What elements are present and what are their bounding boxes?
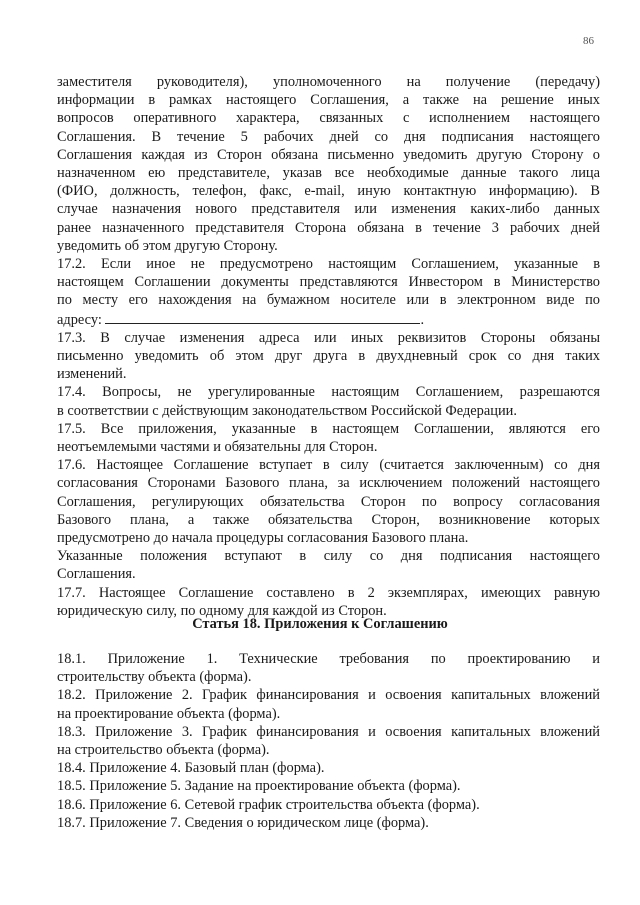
page-number: 86 xyxy=(583,35,594,47)
list-item xyxy=(57,650,600,686)
clause-17-7 xyxy=(57,584,600,620)
text-line: на проектирование объекта (форма). xyxy=(57,705,281,722)
clause-17-4 xyxy=(57,383,600,419)
text-line: 17.3. В случае изменения адреса или иных реквизитов Стороны обязаны xyxy=(57,329,600,346)
text-line: Соглашения, регулирующих обязательства Сторон по вопросу согласования xyxy=(57,493,600,510)
text-line: письменно уведомить об этом друг друга в двухдневный срок со дня таких xyxy=(57,348,600,365)
text-line: ранее назначенного представителя Сторона обязана в течение 3 рабочих дней xyxy=(57,219,600,236)
text-line: случае назначения нового представителя или изменения каких-либо данных xyxy=(57,201,600,218)
appendix-list xyxy=(57,650,600,832)
text-line: настоящем Соглашении документы представляются Инвестором в Министерство xyxy=(57,274,600,291)
body-text xyxy=(57,73,600,620)
text-line: 17.7. Настоящее Соглашение составлено в 2 экземплярах, имеющих равную xyxy=(57,584,600,601)
paragraph-representative xyxy=(57,73,600,255)
text-line: 17.5. Все приложения, указанные в настоящем Соглашении, являются его xyxy=(57,420,600,437)
address-blank-field xyxy=(105,310,420,324)
list-item xyxy=(57,759,600,777)
text-line: на строительство объекта (форма). xyxy=(57,742,270,759)
text-line: изменений. xyxy=(57,366,127,383)
clause-17-2 xyxy=(57,255,600,329)
text-line: вопросов оперативного характера, связанных с исполнением настоящего xyxy=(57,110,600,127)
text-line: Указанные положения вступают в силу со дня подписания настоящего xyxy=(57,548,600,565)
text-line: 18.2. Приложение 2. График финансирования и освоения капитальных вложений xyxy=(57,687,600,704)
text-line: назначенном ею представителе, указав все необходимые данные такого лица xyxy=(57,165,600,182)
list-item xyxy=(57,796,600,814)
address-line xyxy=(57,310,600,329)
text-line: 18.5. Приложение 5. Задание на проектирование объекта (форма). xyxy=(57,778,461,795)
list-item xyxy=(57,686,600,722)
text-line: Базового плана, а также обязательства Сторон, возникновение которых xyxy=(57,511,600,528)
clause-17-3 xyxy=(57,329,600,384)
text-line: Соглашения. В течение 5 рабочих дней со дня подписания настоящего xyxy=(57,128,600,145)
paragraph-provisions xyxy=(57,547,600,583)
text-line: в соответствии с действующим законодательством Российской Федерации. xyxy=(57,402,517,419)
list-item xyxy=(57,723,600,759)
text-line: 17.4. Вопросы, не урегулированные настоящим Соглашением, разрешаются xyxy=(57,384,600,401)
text-line: уведомить об этом другую Сторону. xyxy=(57,237,278,254)
clause-17-6 xyxy=(57,456,600,547)
list-item xyxy=(57,777,600,795)
list-item xyxy=(57,814,600,832)
text-line: по месту его нахождения на бумажном носителе или в электронном виде по xyxy=(57,292,600,309)
text-line: (ФИО, должность, телефон, факс, e-mail, иную контактную информацию). В xyxy=(57,183,600,200)
text-line: юридическую силу, по одному для каждой из Сторон. xyxy=(57,602,387,619)
address-end: . xyxy=(420,311,425,328)
text-line: 18.4. Приложение 4. Базовый план (форма). xyxy=(57,760,325,777)
text-line: 18.1. Приложение 1. Технические требования по проектированию и xyxy=(57,651,600,667)
text-line: неотъемлемыми частями и обязательны для Сторон. xyxy=(57,439,378,456)
clause-17-5 xyxy=(57,420,600,456)
text-line: строительству объекта (форма). xyxy=(57,669,252,686)
text-line: согласования Сторонами Базового плана, за исключением положений настоящего xyxy=(57,475,600,492)
text-line: Соглашения. xyxy=(57,566,136,583)
text-line: предусмотрено до начала процедуры согласования Базового плана. xyxy=(57,530,469,547)
address-label: адресу: xyxy=(57,311,102,328)
text-line: Соглашения каждая из Сторон обязана письменно уведомить другую Сторону о xyxy=(57,146,600,163)
text-line: 18.7. Приложение 7. Сведения о юридическом лице (форма). xyxy=(57,814,429,831)
text-line: заместителя руководителя), уполномоченного на получение (передачу) xyxy=(57,74,600,90)
text-line: 18.3. Приложение 3. График финансирования и освоения капитальных вложений xyxy=(57,723,600,740)
text-line: 18.6. Приложение 6. Сетевой график строительства объекта (форма). xyxy=(57,796,480,813)
section-heading: Статья 18. Приложения к Соглашению xyxy=(192,616,448,632)
text-line: информации в рамках настоящего Соглашения, а также на решение иных xyxy=(57,92,600,109)
text-line: 17.2. Если иное не предусмотрено настоящим Соглашением, указанные в xyxy=(57,256,600,273)
text-line: 17.6. Настоящее Соглашение вступает в силу (считается заключенным) со дня xyxy=(57,457,600,474)
